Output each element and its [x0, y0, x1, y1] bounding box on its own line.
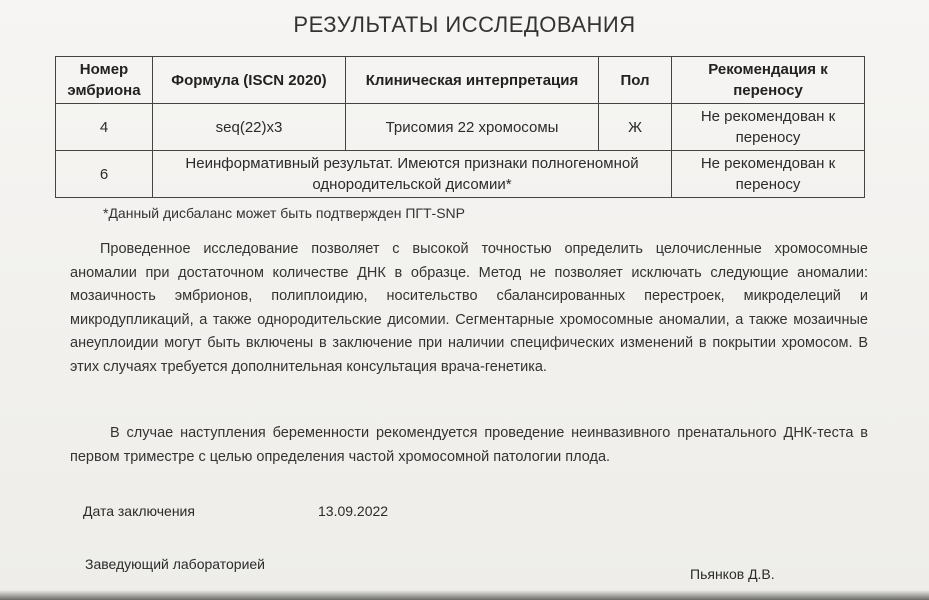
- cell-sex: Ж: [599, 104, 672, 151]
- header-formula: Формула (ISCN 2020): [153, 57, 346, 104]
- cell-recommendation: Не рекомендован к переносу: [672, 104, 865, 151]
- header-embryo-number: Номер эмбриона: [56, 57, 153, 104]
- cell-recommendation: Не рекомендован к переносу: [672, 151, 865, 198]
- header-clinical-interpretation: Клиническая интерпретация: [346, 57, 599, 104]
- results-table: [55, 56, 865, 198]
- cell-merged-interpretation: Неинформативный результат. Имеются признаки полногеномной однородительской дисомии*: [153, 151, 672, 198]
- table-row: [56, 104, 865, 151]
- table-row: [56, 151, 865, 198]
- pregnancy-recommendation-paragraph: В случае наступления беременности рекомендуется проведение неинвазивного пренатального ДНК-теста в первом триместре с целью определения частой хромосомной патологии плода.: [70, 425, 868, 465]
- lab-head-label: Заведующий лабораторией: [85, 556, 265, 572]
- bottom-edge-shadow: [0, 590, 929, 600]
- conclusion-date-label: Дата заключения: [83, 503, 195, 519]
- header-transfer-recommendation: Рекомендация к переносу: [672, 57, 865, 104]
- method-description-paragraph: Проведенное исследование позволяет с высокой точностью определить целочисленные хромосомные аномалии при достаточном количестве ДНК в образце. Метод не позволяет исключать следующие аномалии: мозаичность эмбрионов, полиплоидию, носительство сбалансированных перестроек, микроделеций и микродупликаций, а также однородительские дисомии. Сегментарные хромосомные аномалии, а также мозаичные анеуплоидии могут быть включены в заключение при наличии специфических изменений в покрытии хромосом. В этих случаях требуется дополнительная консультация врача-генетика.: [70, 241, 868, 375]
- table-footnote: *Данный дисбаланс может быть подтвержден ПГТ-SNP: [103, 205, 465, 221]
- cell-embryo-number: 6: [56, 151, 153, 198]
- cell-interpretation: Трисомия 22 хромосомы: [346, 104, 599, 151]
- cell-formula: seq(22)x3: [153, 104, 346, 151]
- table-header-row: [56, 57, 865, 104]
- lab-head-name: Пьянков Д.В.: [690, 566, 775, 582]
- page-title: РЕЗУЛЬТАТЫ ИССЛЕДОВАНИЯ: [293, 12, 636, 37]
- conclusion-date-value: 13.09.2022: [318, 503, 389, 519]
- cell-embryo-number: 4: [56, 104, 153, 151]
- header-sex: Пол: [599, 57, 672, 104]
